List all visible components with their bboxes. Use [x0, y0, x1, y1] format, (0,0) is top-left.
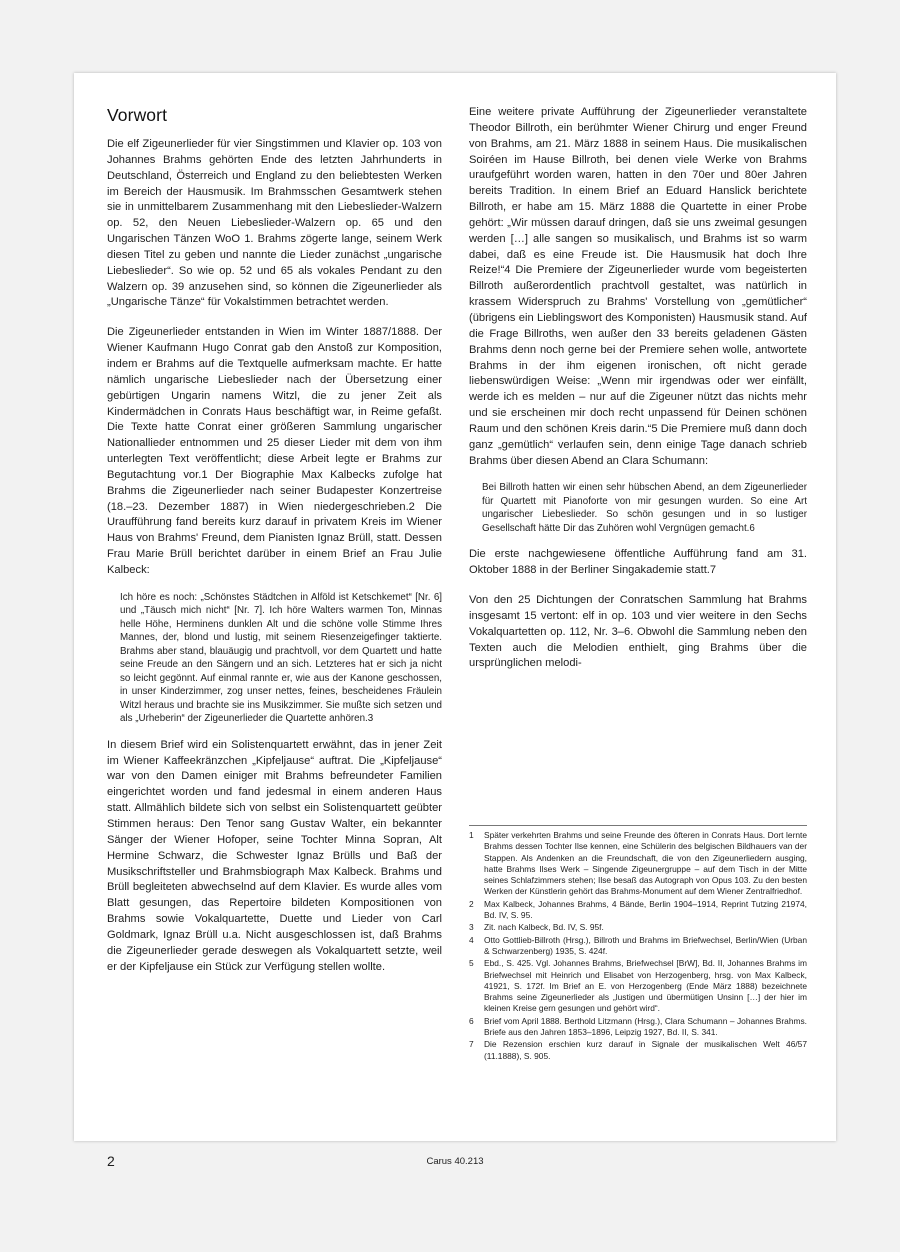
page-number: 2 — [107, 1153, 115, 1169]
paragraph: Die erste nachgewiesene öffentliche Aufführung fand am 31. Oktober 1888 in der Berliner Singakademie statt.7 — [469, 548, 807, 577]
paragraph: In diesem Brief wird ein Solistenquartett erwähnt, das in jener Zeit im Wiener Kaffeekränzchen „Kipfeljause“ auftrat. Die „Kipfeljause“ war von den Damen einiger mit Brahms befreundeter Familien eingerichtet worden und fand jedesmal in einem anderen Haus statt. Allmählich bildete sich von selbst ein Solistenquartett geübter Stimmen heraus: Den Tenor sang Gustav Walter, ein bekannter Sänger der Wiener Hofoper, seine Tochter Minna Sopran, Alt Hermine Schwarz, die Schwester Ignaz Brülls und Baß der Musikschriftsteller und Brahmsbiograph Max Kalbeck. Brahms und Brüll begleiteten abwechselnd auf dem Klavier. Es wurde alles vom Blatt gesungen, das Repertoire bildeten Kompositionen von Brahms sowie Vokalquartette, Duette und Lieder von Carl Goldmark, Ignaz Brüll u.a. Nicht ausgeschlossen ist, daß Brahms die Zigeunerlieder gerade deswegen als Vokalquartett setzte, weil er der Kipfeljause ein Stück zur Verfügung stellen wollte. — [107, 738, 442, 973]
left-column — [107, 105, 442, 989]
footnotes — [469, 825, 807, 1063]
footnote-text: Max Kalbeck, Johannes Brahms, 4 Bände, Berlin 1904–1914, Reprint Tutzing 21974, Bd. IV, S. 95. — [484, 898, 807, 921]
block-quote: Bei Billroth hatten wir einen sehr hübschen Abend, an dem Zigeunerlieder für Quartett mit Pianoforte von mir gesungen wurden. So eine Art ungarischer Liebeslieder. So schön gesungen und in so lustiger Gesellschaft hätte Dir das Zuhören wohl Vergnügen gemacht.6 — [482, 482, 807, 534]
footnote-number: 1 — [469, 830, 474, 840]
footnote-number: 4 — [469, 934, 474, 945]
paragraph: Eine weitere private Aufführung der Zigeunerlieder veranstaltete Theodor Billroth, ein berühmter Wiener Chirurg und enger Freund von Brahms, am 21. März 1888 in seinem Haus. Die musikalischen Soiréen im Hause Billroth, bei denen viele Werke von Brahms uraufgeführt worden waren, hatten in den 70er und 80er Jahren bereits Tradition. In einem Brief an Eduard Hanslick berichtete Billroth, er habe am 15. März 1888 die Quartette in einer Probe gehört: „Wir müssen darauf dringen, daß sie uns zweimal gesungen werden […] alle sangen so musikalisch, und Brahms ist so warm dabei, daß es eine Freude ist. Die Hausmusik hat doch Ihre Reize!“4 Die Premiere der Zigeunerlieder wurde vom begeisterten Billroth außerordentlich prachtvoll gestaltet, was natürlich in krassem Widerspruch zu Brahms' Vorstellung von „gemütlicher“ (übrigens ein Lieblingswort des Komponisten) Hausmusik stand. Auf die Frage Billroths, wen außer den 33 bereits geladenen Gästen Brahms denn noch gerne bei der Premiere sehen wolle, antwortete Brahms in der ihm eigenen ironischen, oft nicht gerade liebenswürdigen Weise: „Wenn mir irgendwas oder wer einfällt, werde ich es melden – nur auf die Zigeuner nützt das nichts mehr und sie erscheinen mir doch recht unpassend für Deinen schönen Raum und den schönen Kreis darin.“5 Die Premiere muß dann doch ganz „gemütlich“ verlaufen sein, denn einige Tage danach schrieb Brahms über diesen Abend an Clara Schumann: — [469, 106, 807, 467]
footnote-text: Später verkehrten Brahms und seine Freunde des öfteren in Conrats Haus. Dort lernte Brahms dessen Tochter Ilse kennen, eine Schülerin des belgischen Bildhauers van der Stappen. Als Andenken an die Freundschaft, die von den Zigeunerliedern ausging, hatte Brahms Ilses Werk – Singende Zigeunergruppe – auf dem Tisch in der Mitte seines Schlafzimmers stehen; Ilse besaß das Autograph von Opus 103. Zu den besten Werken der Künstlerin gehört das Brahms-Monument auf dem Wiener Zentralfriedhof. — [484, 830, 807, 897]
footnote — [469, 830, 807, 898]
footnote-number: 6 — [469, 1015, 474, 1026]
footnote-number: 7 — [469, 1039, 474, 1050]
block-quote: Ich höre es noch: „Schönstes Städtchen in Alföld ist Ketschkemet“ [Nr. 6] und „Täusch mich nicht“ [Nr. 7]. Ich höre Walters warmen Ton, Minnas helle Höhe, Herminens dunklen Alt und die schöne volle Stimme Ihres Mannes, der, blond und lustig, mit seinem Riesenzeigefinger taktierte. Brahms aber stand, blauäugig und prachtvoll, vor dem Quartett und hatte seine Freude an den Sängern und an sich. Letzteres hat er sich ja nicht so leicht gegönnt. Auf einmal rannte er, wie aus der Kanone geschossen, in unser Kinderzimmer, zog unser nettes, feines, bescheidenes Fräulein Witzl heraus und brachte sie ins Musikzimmer. Sie mußte sich setzen und als „Urheberin“ der Zigeunerlieder die Quartette anhören.3 — [120, 591, 442, 725]
footnote — [469, 958, 807, 1014]
footnote-text: Die Rezension erschien kurz darauf in Signale der musikalischen Welt 46/57 (11.1888), S. 905. — [484, 1039, 807, 1061]
footnote — [469, 922, 807, 933]
footnote-text: Ebd., S. 425. Vgl. Johannes Brahms, Briefwechsel [BrW], Bd. II, Johannes Brahms im Briefwechsel mit Heinrich und Elisabet von Herzogenberg, hrsg. von Max Kalbeck, 41921, S. 172f. Im Brief an E. von Herzogenberg (Ende März 1888) bezeichnete Brahms seine Zigeunerlieder als „lustigen und übermütigen Unsinn […] der hier im kleinen Kreise gern gesungen und gehört wird“. — [484, 958, 807, 1014]
footnote — [469, 935, 807, 958]
footnote-number: 3 — [469, 922, 474, 933]
footnote-number: 5 — [469, 958, 474, 969]
paragraph: Die elf Zigeunerlieder für vier Singstimmen und Klavier op. 103 von Johannes Brahms gehörten Ende des letzten Jahrhunderts in Deutschland, Österreich und England zu den beliebtesten Werken im Bereich der Hausmusik. Im Brahmsschen Gesamtwerk stehen sie in unmittelbarem Zusammenhang mit den Liebeslieder-Walzern op. 52, den Neuen Liebeslieder-Walzern op. 65 und den Ungarischen Tänzen WoO 1. Brahms zögerte lange, seinem Werk diesen Titel zu geben und nannte die Lieder zunächst „ungarische Liebeslieder“. So wie op. 52 und 65 als vokales Pendant zu den Walzern op. 39 anzusehen sind, so können die Zigeunerlieder als „Ungarische Tänze“ für Vokalstimmen betrachtet werden. — [107, 138, 442, 309]
right-column — [469, 105, 807, 686]
footnote — [469, 899, 807, 922]
paragraph: Die Zigeunerlieder entstanden in Wien im Winter 1887/1888. Der Wiener Kaufmann Hugo Conrat gab den Anstoß zur Komposition, indem er Brahms auf die Textquelle aufmerksam machte. Er hatte nämlich ungarische Liebeslieder nach der Übersetzung einer gebürtigen Ungarin namens Witzl, die zu jener Zeit als Kindermädchen in Conrats Haus beschäftigt war, in Reime gefaßt. Die Texte hatte Conrat einer größeren Sammlung ungarischer Nationallieder entnommen und 25 dieser Lieder mit dem von ihm unterlegten Text veröffentlicht; diese Arbeit legte er Brahms zur Begutachtung vor.1 Der Biographie Max Kalbecks zufolge hat Brahms die Zigeunerlieder nach seiner Budapester Konzertreise (18.–23. Dezember 1887) in Wien niedergeschrieben.2 Die Uraufführung fand bereits kurz darauf in privatem Kreis im Wiener Haus von Brahms' Freund, dem Pianisten Ignaz Brüll, statt. Dessen Frau Marie Brüll berichtet darüber in einem Brief an Frau Julie Kalbeck: — [107, 326, 442, 576]
footnote-number: 2 — [469, 898, 474, 909]
paragraph: Von den 25 Dichtungen der Conratschen Sammlung hat Brahms insgesamt 15 vertont: elf in op. 103 und vier weitere in den Sechs Vokalquartetten op. 112, Nr. 3–6. Obwohl die Sammlung neben den Texten auch die Melodien enthielt, ging Brahms über die ursprünglichen melodi- — [469, 594, 807, 670]
footnote-text: Zit. nach Kalbeck, Bd. IV, S. 95f. — [484, 922, 604, 933]
document-page — [74, 73, 836, 1141]
footnote — [469, 1016, 807, 1039]
footnote — [469, 1039, 807, 1062]
footnote-text: Brief vom April 1888. Berthold Litzmann (Hrsg.), Clara Schumann – Johannes Brahms. Briefe aus den Jahren 1853–1896, Leipzig 1927, Bd. II, S. 341. — [484, 1015, 807, 1038]
footnote-text: Otto Gottlieb-Billroth (Hrsg.), Billroth und Brahms im Briefwechsel, Berlin/Wien (Urban & Schwarzenberg) 1935, S. 424f. — [484, 934, 807, 956]
page-title: Vorwort — [107, 105, 168, 125]
catalog-number: Carus 40.213 — [426, 1156, 484, 1167]
